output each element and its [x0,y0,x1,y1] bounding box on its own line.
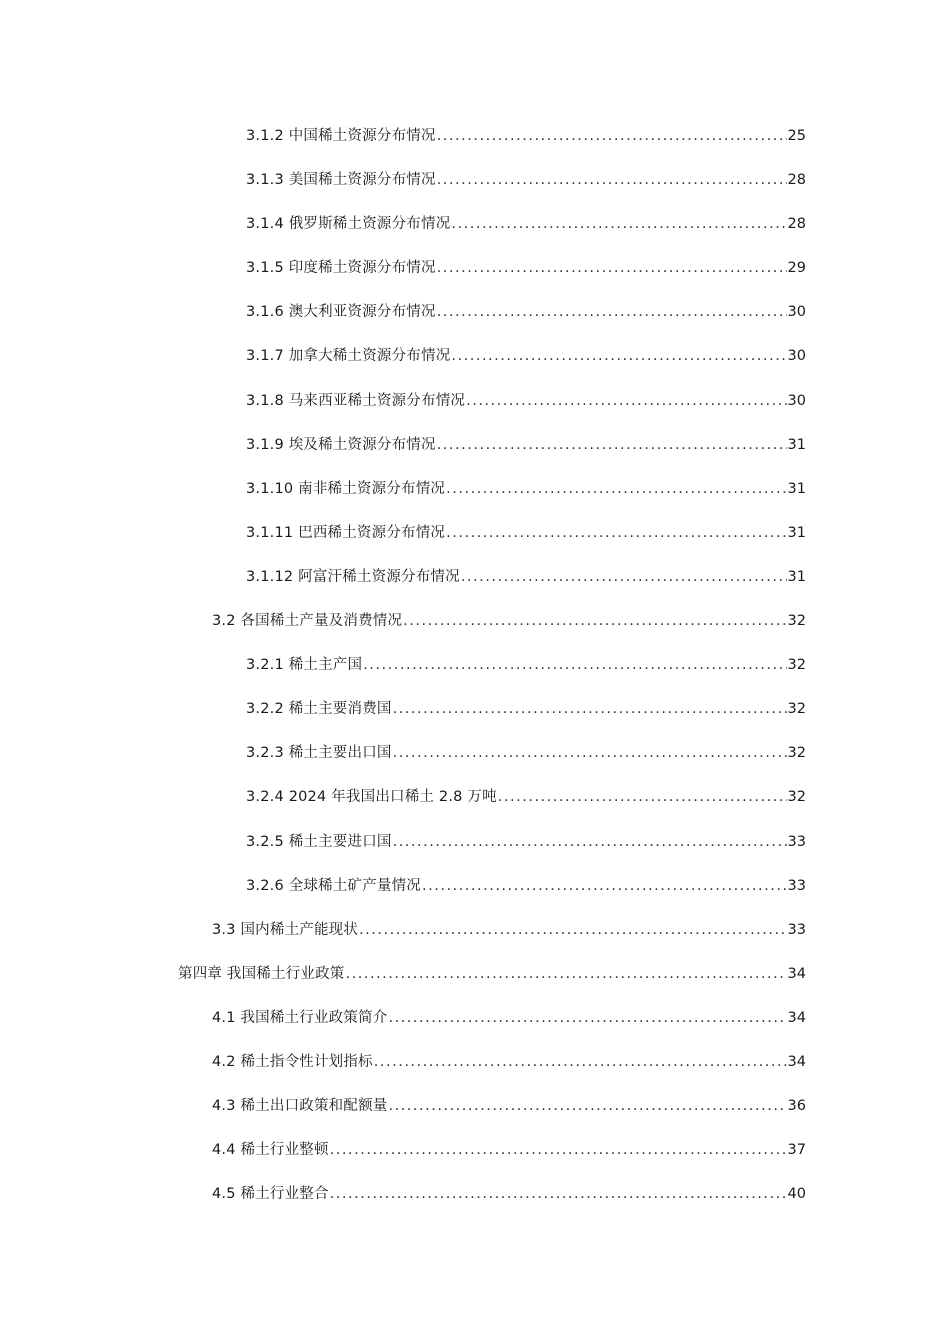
toc-entry-page-number: 25 [787,128,806,144]
toc-entry[interactable] [0,523,950,567]
toc-entry[interactable] [0,258,950,302]
toc-entry-row [246,787,806,807]
toc-entry-row [178,964,806,984]
toc-entry[interactable] [0,655,950,699]
toc-leader-dots [388,1096,786,1116]
toc-entry-title: 3.1.10 南非稀土资源分布情况 [246,480,446,497]
toc-entry-row [246,214,806,234]
toc-entry-page-number: 33 [787,833,806,850]
toc-leader-dots [422,876,787,896]
table-of-contents [0,126,950,1228]
toc-entry-title: 3.2 各国稀土产量及消费情况 [212,613,403,630]
toc-entry[interactable] [0,435,950,479]
toc-entry[interactable] [0,787,950,831]
toc-entry-row [246,876,806,896]
toc-entry-row [212,1184,806,1204]
toc-entry[interactable] [0,567,950,611]
toc-leader-dots [346,964,787,984]
toc-leader-dots [393,699,787,719]
toc-leader-dots [393,832,787,852]
toc-entry-title: 3.2.5 稀土主要进口国 [246,833,392,850]
toc-leader-dots [363,655,786,675]
toc-entry-page-number: 31 [787,480,806,497]
toc-entry-title: 3.1.11 巴西稀土资源分布情况 [246,524,446,541]
toc-entry-title: 3.1.7 加拿大稀土资源分布情况 [246,348,451,365]
toc-entry-title: 3.2.1 稀土主产国 [246,657,363,674]
toc-entry-row [246,567,806,587]
toc-entry-title: 4.3 稀土出口政策和配额量 [212,1098,388,1115]
toc-leader-dots [388,1008,786,1028]
toc-entry-title: 4.2 稀土指令性计划指标 [212,1053,373,1070]
toc-entry-page-number: 33 [787,921,806,938]
toc-entry-row [212,1008,806,1028]
toc-entry-page-number: 32 [787,701,806,718]
toc-leader-dots [451,346,786,366]
toc-entry-title: 3.1.3 美国稀土资源分布情况 [246,172,436,189]
toc-entry-title: 4.4 稀土行业整顿 [212,1142,329,1159]
toc-entry-title: 第四章 我国稀土行业政策 [178,965,345,982]
toc-entry[interactable] [0,743,950,787]
toc-entry-page-number: 36 [787,1098,806,1115]
toc-entry-title: 3.1.5 印度稀土资源分布情况 [246,260,436,277]
toc-entry-title: 3.1.2 中国稀土资源分布情况 [246,128,436,144]
toc-entry-row [246,523,806,543]
toc-entry-page-number: 30 [787,304,806,321]
toc-entry-title: 3.1.6 澳大利亚资源分布情况 [246,304,436,321]
toc-entry-page-number: 28 [787,216,806,233]
toc-entry-page-number: 30 [787,348,806,365]
toc-entry-page-number: 31 [787,436,806,453]
toc-entry[interactable] [0,391,950,435]
toc-entry[interactable] [0,876,950,920]
toc-entry-row [246,391,806,411]
toc-leader-dots [437,258,787,278]
toc-leader-dots [437,126,787,146]
toc-entry-page-number: 37 [787,1142,806,1159]
toc-entry[interactable] [0,1008,950,1052]
toc-entry-row [246,258,806,278]
toc-entry-row [246,170,806,190]
toc-entry-row [246,699,806,719]
toc-entry-row [246,743,806,763]
toc-entry[interactable] [0,479,950,523]
toc-entry-title: 3.1.12 阿富汗稀土资源分布情况 [246,568,460,585]
toc-entry-row [246,832,806,852]
toc-entry-page-number: 32 [787,657,806,674]
toc-entry-row [212,1096,806,1116]
toc-leader-dots [451,214,786,234]
toc-leader-dots [466,391,786,411]
toc-leader-dots [446,479,786,499]
toc-entry-page-number: 29 [787,260,806,277]
toc-entry-title: 4.5 稀土行业整合 [212,1186,329,1203]
toc-entry[interactable] [0,699,950,743]
toc-entry[interactable] [0,964,950,1008]
toc-entry-row [246,126,806,146]
toc-leader-dots [446,523,786,543]
toc-entry-row [212,1052,806,1072]
toc-leader-dots [437,435,787,455]
toc-entry-page-number: 34 [787,1009,806,1026]
toc-entry-page-number: 32 [787,789,806,806]
toc-entry-page-number: 30 [787,392,806,409]
toc-leader-dots [330,1184,787,1204]
toc-entry[interactable] [0,1052,950,1096]
toc-entry-row [246,655,806,675]
toc-entry-title: 3.2.2 稀土主要消费国 [246,701,392,718]
toc-entry-page-number: 34 [787,965,806,982]
toc-entry-title: 4.1 我国稀土行业政策简介 [212,1009,388,1026]
toc-entry-title: 3.2.3 稀土主要出口国 [246,745,392,762]
toc-leader-dots [437,302,787,322]
toc-entry-title: 3.1.9 埃及稀土资源分布情况 [246,436,436,453]
toc-entry-page-number: 31 [787,568,806,585]
toc-leader-dots [461,567,787,587]
toc-entry-page-number: 32 [787,745,806,762]
toc-entry-title: 3.3 国内稀土产能现状 [212,921,359,938]
toc-entry-page-number: 33 [787,877,806,894]
toc-entry-row [246,435,806,455]
toc-entry[interactable] [0,346,950,390]
toc-entry-title: 3.2.4 2024 年我国出口稀土 2.8 万吨 [246,789,497,806]
toc-leader-dots [330,1140,787,1160]
toc-entry-row [212,920,806,940]
toc-entry[interactable] [0,214,950,258]
toc-entry[interactable] [0,302,950,346]
toc-entry-page-number: 40 [787,1186,806,1203]
toc-entry-row [246,302,806,322]
toc-entry-page-number: 28 [787,172,806,189]
toc-leader-dots [403,611,786,631]
toc-entry-row [246,479,806,499]
toc-entry[interactable] [0,1184,950,1228]
toc-entry[interactable] [0,1140,950,1184]
toc-leader-dots [393,743,787,763]
toc-entry-row [212,611,806,631]
toc-entry-title: 3.1.4 俄罗斯稀土资源分布情况 [246,216,451,233]
toc-entry-title: 3.1.8 马来西亚稀土资源分布情况 [246,392,466,409]
toc-entry-page-number: 31 [787,524,806,541]
toc-leader-dots [498,787,787,807]
toc-entry-page-number: 34 [787,1053,806,1070]
toc-entry-row [212,1140,806,1160]
toc-entry[interactable] [0,611,950,655]
toc-entry[interactable] [0,832,950,876]
toc-entry-row [246,346,806,366]
toc-entry[interactable] [0,920,950,964]
toc-entry[interactable] [0,1096,950,1140]
toc-entry[interactable] [0,126,950,170]
toc-entry[interactable] [0,170,950,214]
toc-leader-dots [374,1052,787,1072]
toc-entry-title: 3.2.6 全球稀土矿产量情况 [246,877,422,894]
toc-leader-dots [437,170,787,190]
toc-leader-dots [359,920,786,940]
toc-entry-page-number: 32 [787,613,806,630]
